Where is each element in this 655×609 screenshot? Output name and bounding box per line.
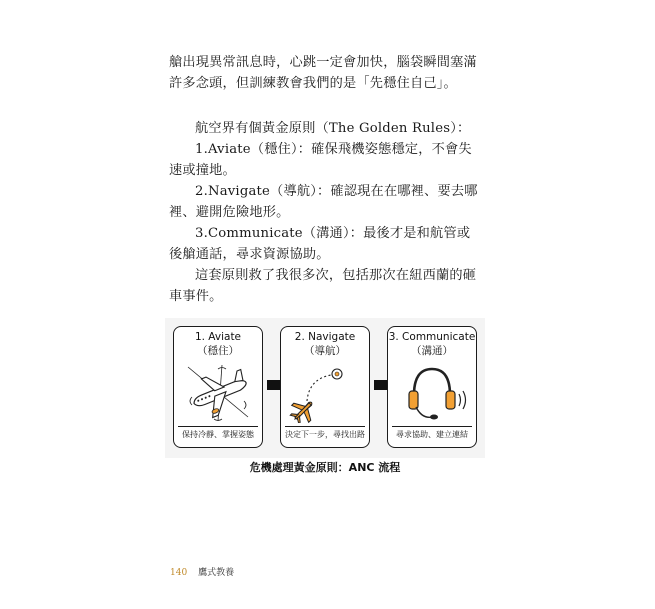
figure-caption: 危機處理黃金原則：ANC 流程: [249, 461, 401, 474]
step-navigate-title: 2. Navigate: [294, 331, 356, 343]
step-communicate-caption: 尋求協助、建立連結: [392, 426, 472, 442]
page-number: 140: [170, 568, 188, 578]
headset-icon: [392, 361, 472, 423]
paragraph-communicate: 3.Communicate（溝通）：最後才是和航管或後艙通話，尋求資源協助。: [169, 226, 471, 262]
paragraph-aviate: 1.Aviate（穩住）：確保飛機姿態穩定，不會失速或撞地。: [169, 142, 472, 178]
airplane-route-icon: [285, 361, 365, 423]
step-navigate-caption: 決定下一步，尋找出路: [285, 426, 365, 442]
step-aviate-caption: 保持冷靜、掌握姿態: [178, 426, 258, 442]
step-navigate-subtitle: （導航）: [304, 345, 346, 357]
page-footer: [170, 565, 234, 578]
anc-flow-figure: [165, 318, 485, 458]
paragraph-story: 這套原則救了我很多次，包括那次在紐西蘭的砸車事件。: [169, 268, 477, 304]
step-communicate-box: [387, 326, 477, 448]
step-navigate-box: [280, 326, 370, 448]
step-aviate-box: [173, 326, 263, 448]
paragraph-golden-rules-intro: 航空界有個黃金原則（The Golden Rules）：: [195, 121, 471, 136]
step-aviate-subtitle: （穩住）: [197, 345, 239, 357]
step-communicate-subtitle: （溝通）: [411, 345, 453, 357]
paragraph-navigate: 2.Navigate（導航）：確認現在在哪裡、要去哪裡、避開危險地形。: [169, 184, 478, 220]
step-aviate-title: 1. Aviate: [194, 331, 242, 343]
airplane-attitude-icon: [178, 361, 258, 423]
step-communicate-title: 3. Communicate: [388, 331, 476, 343]
book-title: 鷹式教養: [198, 568, 235, 578]
paragraph-1: 艙出現異常訊息時，心跳一定會加快，腦袋瞬間塞滿許多念頭，但訓練教會我們的是「先穩住自己」。: [169, 55, 477, 91]
